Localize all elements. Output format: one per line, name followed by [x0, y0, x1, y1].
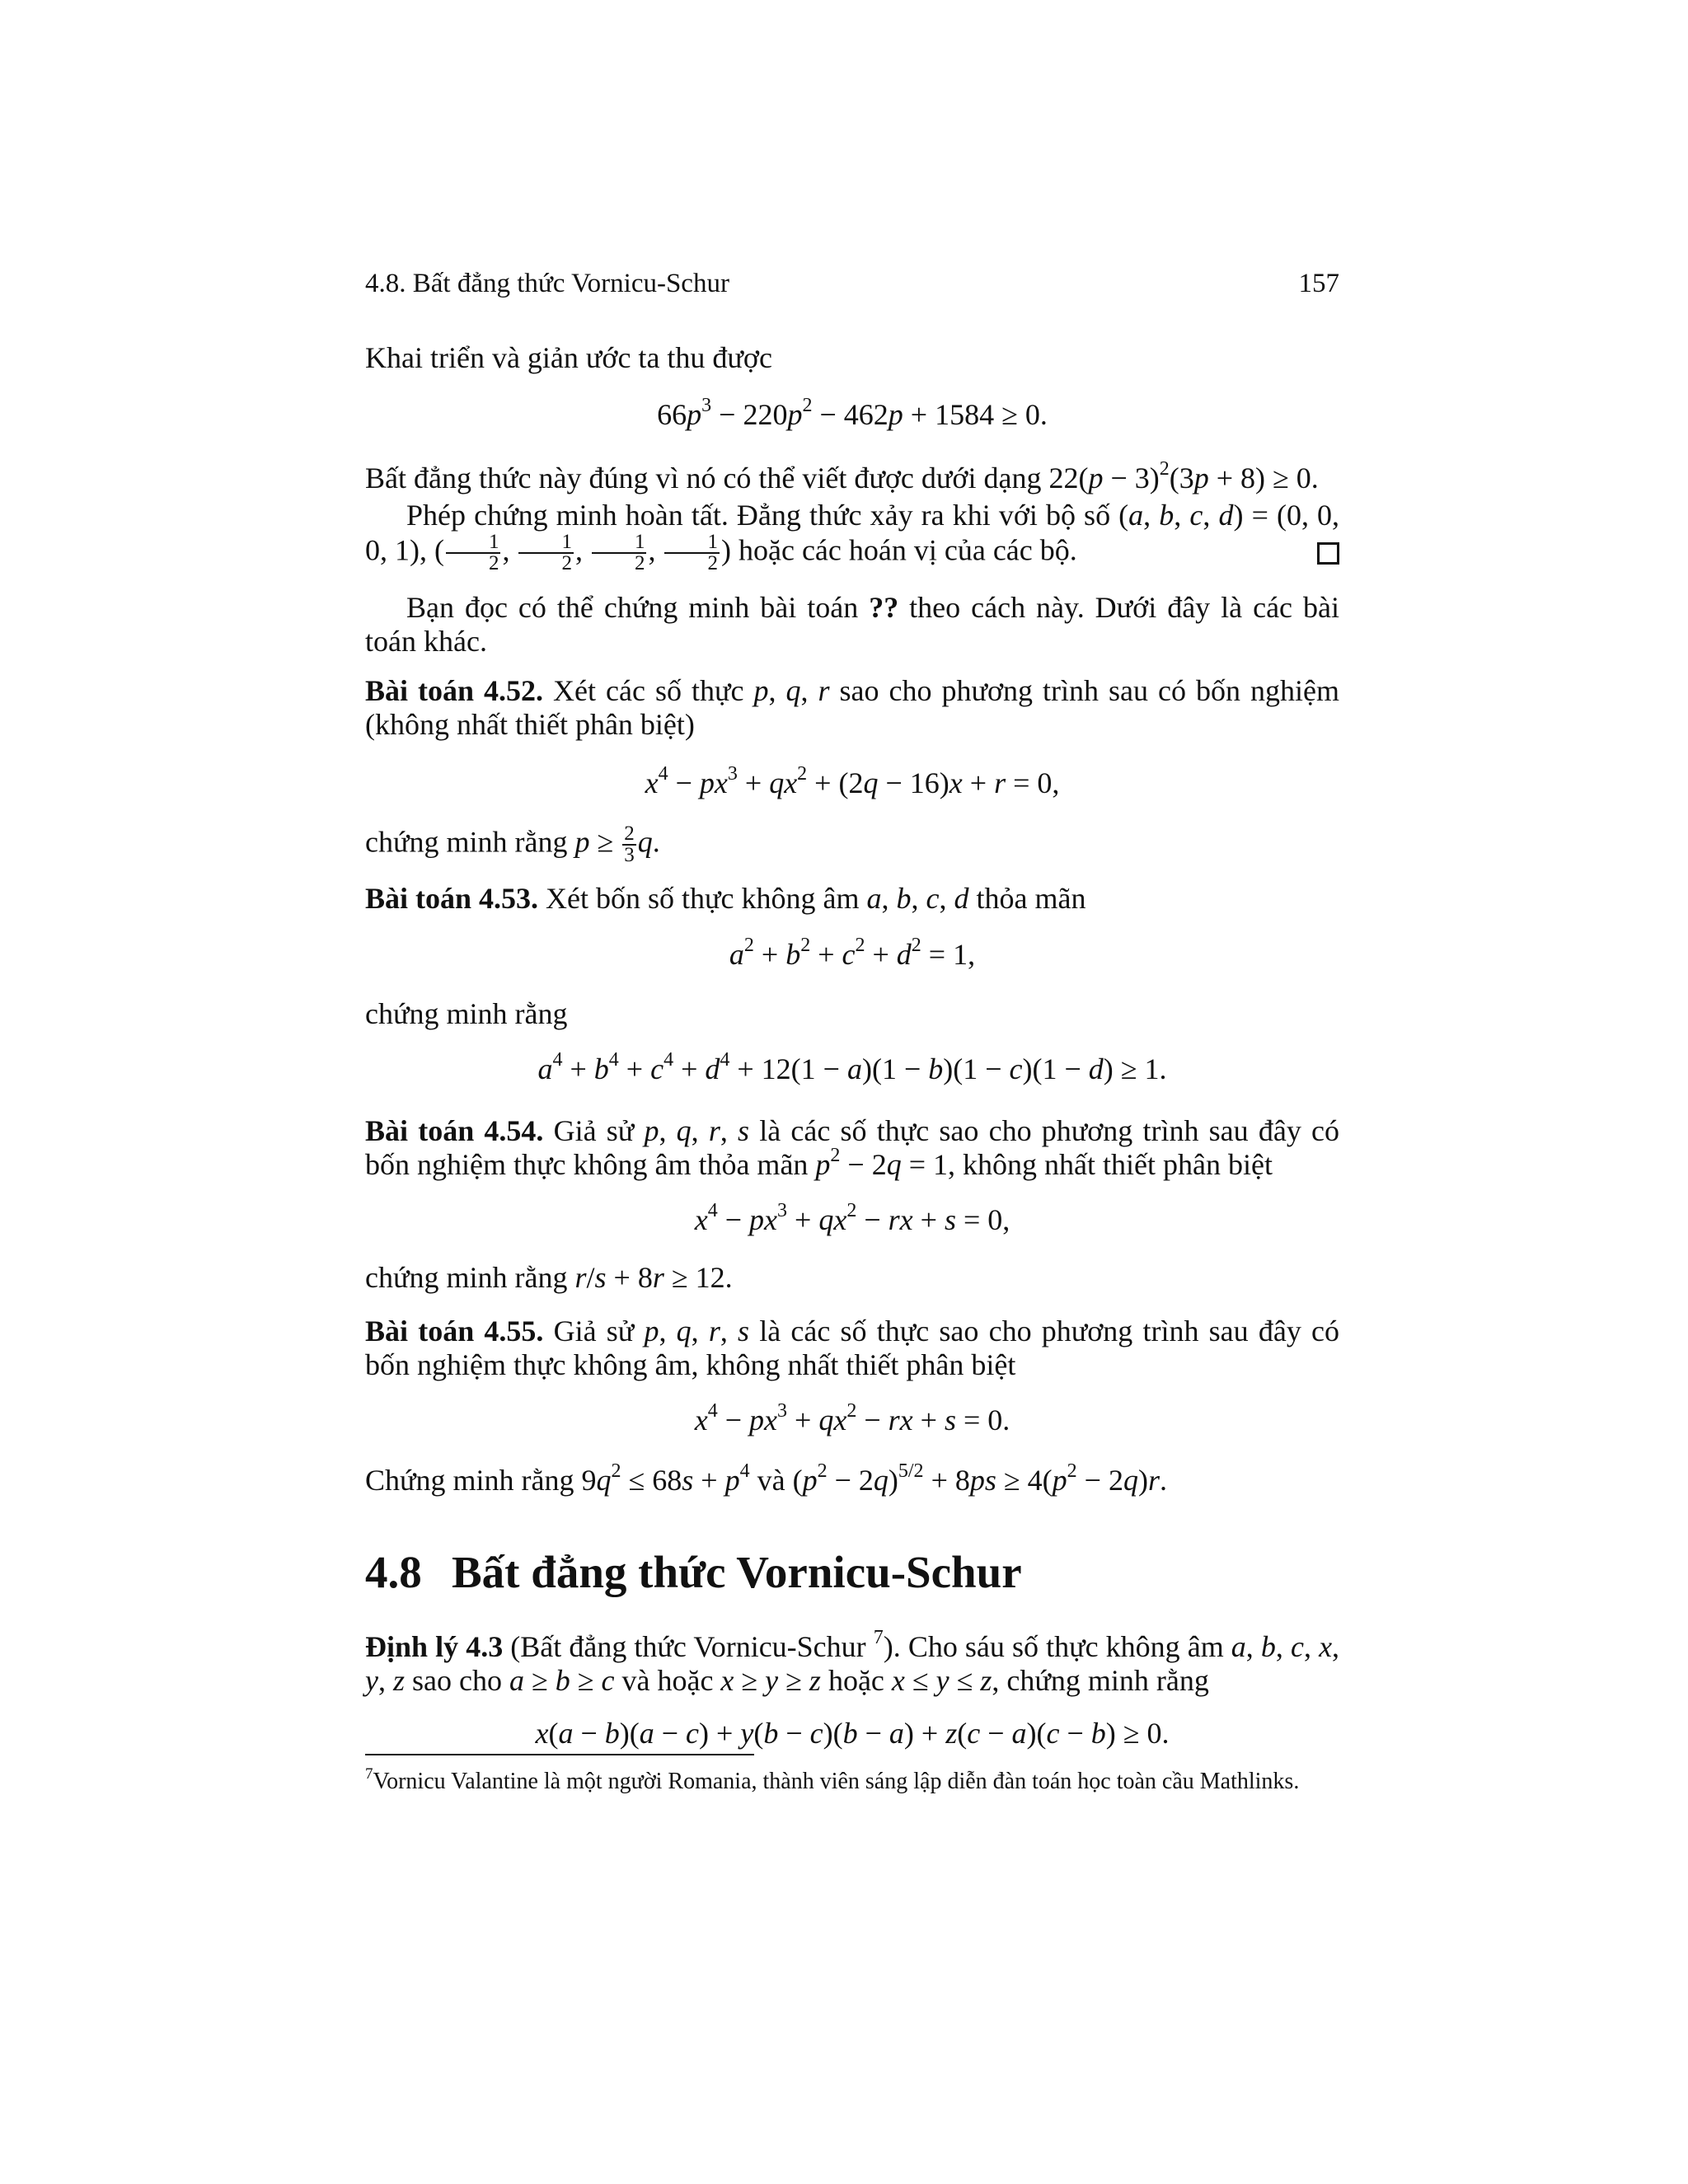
fraction: $\frac{1}{2}$	[518, 532, 574, 574]
problem-4-55: Bài toán 4.55. Giả sử p, q, r, s là các số thực sao cho phương trình sau đây có bốn nghiệm thực không âm, không nhất thiết phân biệt	[365, 1315, 1339, 1381]
section-heading	[365, 1546, 1022, 1598]
footnote-marker: 7	[873, 1627, 884, 1648]
conclusion-4-54: chứng minh rằng r/s + 8r ≥ 12.	[365, 1261, 733, 1294]
problem-4-52: Bài toán 4.52. Xét các số thực p, q, r sao cho phương trình sau có bốn nghiệm (không nhất thiết phân biệt)	[365, 674, 1340, 741]
page-number: 157	[1298, 269, 1339, 298]
running-header	[365, 269, 1339, 299]
fraction: $\frac{1}{2}$	[446, 532, 501, 574]
prove-that-4-53: chứng minh rằng	[365, 997, 568, 1030]
conclusion-4-52: chứng minh rằng p ≥ $\frac{2}{3}$ q.	[365, 823, 660, 866]
qed-container	[365, 534, 1339, 568]
theorem-label: Định lý 4.3	[365, 1630, 504, 1663]
footnote-rule	[365, 1754, 754, 1755]
problem-4-53: Bài toán 4.53. Xét bốn số thực không âm a, b, c, d thỏa mãn	[365, 882, 1086, 915]
problem-label: Bài toán 4.53.	[365, 882, 539, 915]
footnote-number: 7	[365, 1765, 373, 1783]
fraction: $\frac{1}{2}$	[592, 532, 647, 574]
equation-constraint: $a^2 + b^2 + c^2 + d^2 = 1$,	[729, 935, 976, 971]
running-title: 4.8. Bất đẳng thức Vornicu-Schur	[365, 269, 729, 298]
section-number: 4.8	[365, 1547, 422, 1597]
footnote	[365, 1765, 1339, 1795]
problem-4-54: Bài toán 4.54. Giả sử p, q, r, s là các số thực sao cho phương trình sau đây có bốn nghiệm thực không âm thỏa mãn $p^2 - 2q = 1$, không nhất thiết phân biệt	[365, 1114, 1339, 1181]
equation-4-53: $a^4 + b^4 + c^4 + d^4 + 12(1 - a)(1 - b)(1 - c)(1 - d) \ge 1$.	[537, 1049, 1167, 1085]
equation-vornicu-schur: x(a − b)(a − c) + y(b − c)(b − a) + z(c − a)(c − b) ≥ 0.	[535, 1717, 1170, 1750]
problem-label: Bài toán 4.54.	[365, 1114, 544, 1147]
section-title: Bất đẳng thức Vornicu-Schur	[452, 1547, 1022, 1597]
qed-square-icon	[1317, 542, 1339, 565]
ineq-ok-paragraph: Bất đẳng thức này đúng vì nó có thể viết được dưới dạng $22(p - 3)^2(3p + 8) \ge 0$.	[365, 458, 1319, 494]
fraction: $\frac{1}{2}$	[664, 532, 720, 574]
equation-quartic-3: $x^4 - px^3 + qx^2$ − rx + s = 0.	[694, 1400, 1010, 1436]
equation-quartic-1: $x^4 - px^3 + qx^2 + (2q - 16)x + r = 0$,	[645, 763, 1060, 799]
reader-paragraph: Bạn đọc có thể chứng minh bài toán ?? theo cách này. Dưới đây là các bài toán khác.	[365, 591, 1339, 658]
footnote-text: Vornicu Valantine là một người Romania, thành viên sáng lập diễn đàn toán học toàn cầu Mathlinks.	[373, 1769, 1300, 1794]
equation-cubic: $66p^3 - 220p^2 - 462p + 1584 \ge 0$.	[657, 395, 1048, 431]
conclusion-4-55: Chứng minh rằng $9q^2 \le 68s + p^4$ và $(p^2 - 2q)^{5/2} + 8ps \ge 4(p^2 - 2q)r$.	[365, 1460, 1167, 1497]
fraction: $\frac{2}{3}$	[624, 823, 635, 866]
intro-paragraph: Khai triển và giản ước ta thu được	[365, 341, 772, 374]
broken-reference: ??	[869, 591, 899, 624]
proof-done-paragraph: Phép chứng minh hoàn tất. Đẳng thức xảy ra khi với bộ số (a, b, c, d) = (0, 0, 0, 1), ( $\frac{1}{2}$ , $\frac{1}{2}$ , $\frac{1}{2}$ , $\frac{1}{2}$ ) hoặc các hoán vị của các bộ.	[365, 499, 1340, 574]
theorem-4-3: Định lý 4.3 (Bất đẳng thức Vornicu-Schur $^7$). Cho sáu số thực không âm a, b, c, x, y, z sao cho a ≥ b ≥ c và hoặc x ≥ y ≥ z hoặc x ≤ y ≤ z, chứng minh rằng	[365, 1627, 1340, 1697]
equation-quartic-2: $x^4 - px^3 + qx^2$ − rx + s = 0,	[694, 1200, 1010, 1236]
problem-label: Bài toán 4.55.	[365, 1315, 544, 1347]
problem-label: Bài toán 4.52.	[365, 674, 544, 707]
